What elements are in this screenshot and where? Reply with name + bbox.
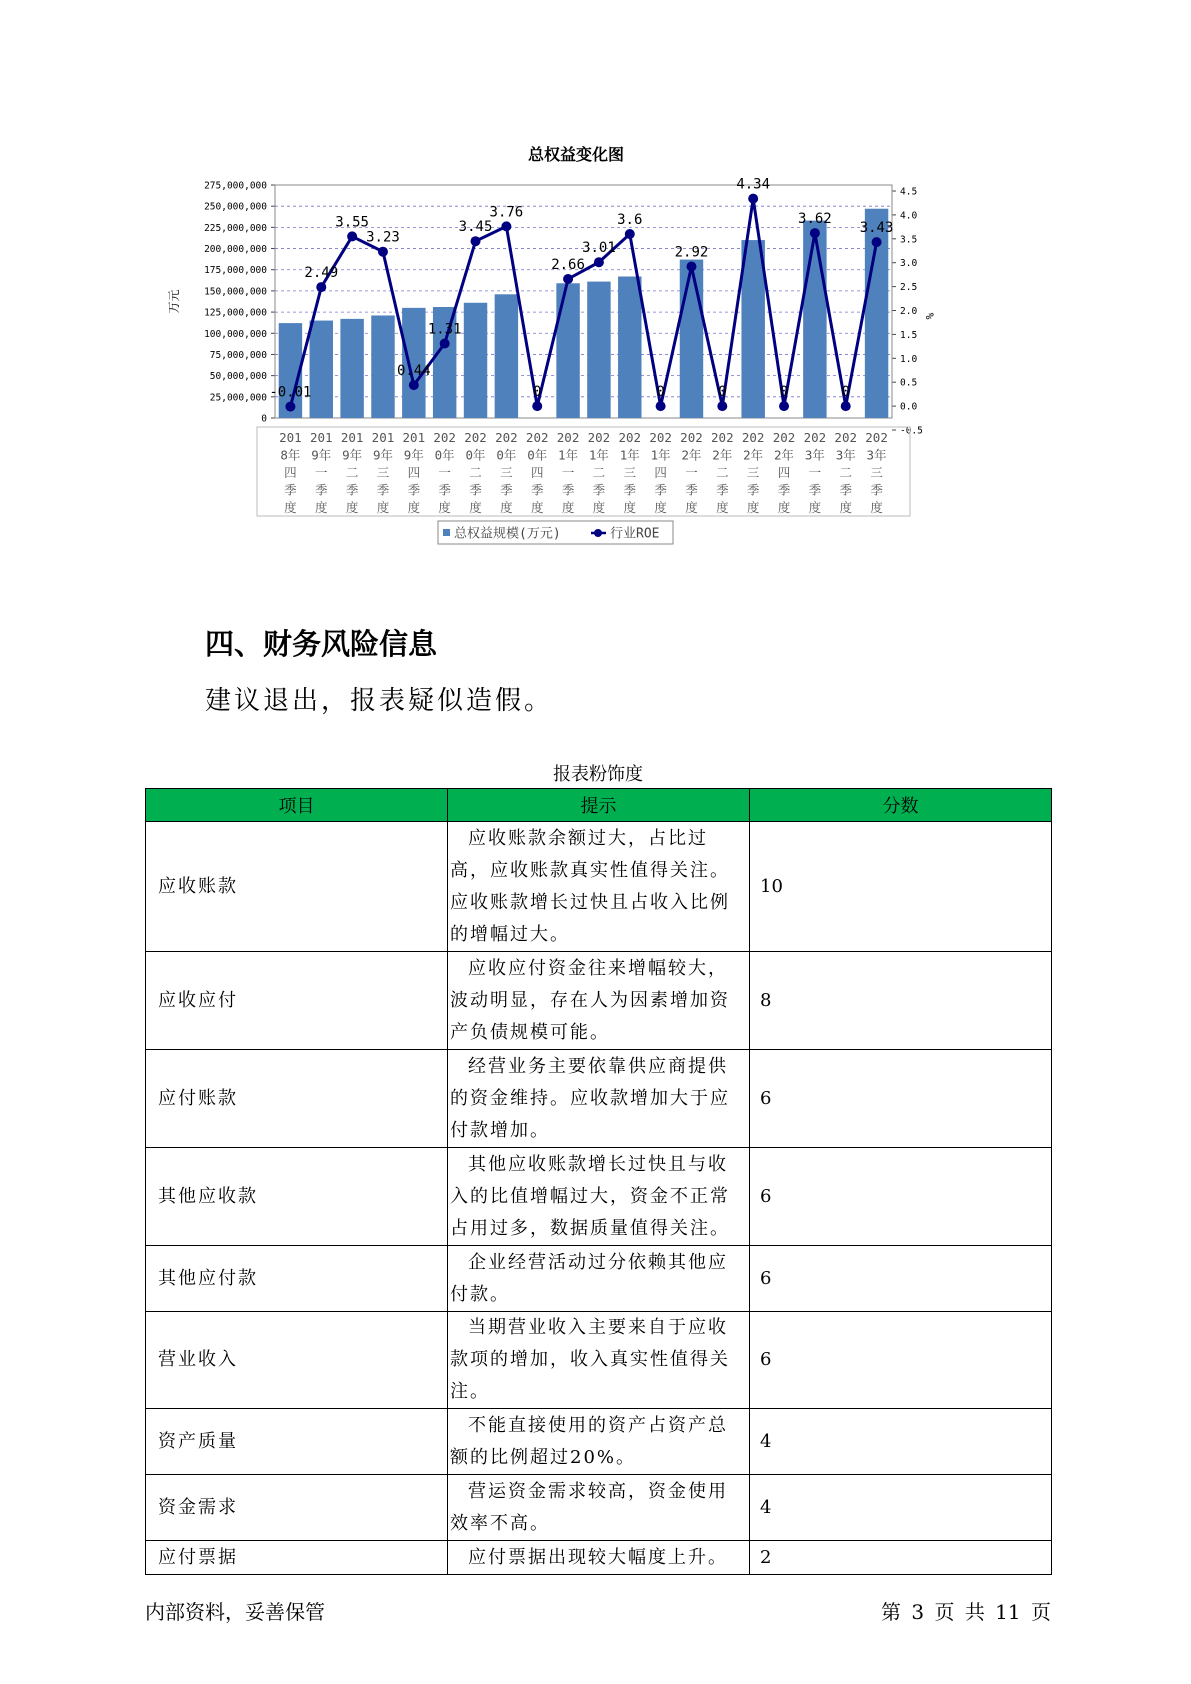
y2-tick-label: 4.0	[900, 210, 918, 222]
x-tick-label: 202	[680, 430, 703, 445]
bar	[741, 240, 764, 418]
x-tick-label: 度	[407, 500, 421, 515]
bar	[310, 321, 333, 418]
x-tick-label: 202	[464, 430, 487, 445]
roe-point	[285, 402, 295, 412]
x-tick-label: 四	[407, 465, 421, 480]
table-row	[146, 822, 1052, 952]
table-row	[146, 1409, 1052, 1475]
y2-tick-label: 3.0	[900, 258, 918, 270]
row-hint: 企业经营活动过分依赖其他应付款。	[448, 1246, 750, 1312]
roe-point	[841, 401, 851, 411]
y-tick-label: 250,000,000	[204, 201, 267, 213]
roe-point	[501, 221, 511, 231]
x-tick-label: 0年	[527, 447, 548, 463]
bar	[556, 283, 579, 418]
x-tick-label: 度	[777, 500, 791, 515]
x-tick-label: 季	[284, 482, 297, 498]
x-tick-label: 度	[623, 500, 637, 515]
x-tick-label: 度	[284, 500, 297, 515]
roe-point	[409, 380, 419, 390]
x-tick-label: 四	[530, 465, 544, 480]
y2-tick-label: 1.0	[900, 353, 918, 365]
x-tick-label: 201	[340, 430, 364, 445]
roe-point	[748, 194, 758, 204]
y-tick-label: 275,000,000	[204, 180, 267, 192]
row-score: 10	[750, 822, 1052, 952]
roe-point	[625, 229, 635, 239]
y2-tick-label: 1.5	[900, 329, 918, 341]
x-tick-label: 一	[808, 465, 822, 480]
bar	[371, 315, 394, 418]
row-item: 其他应收款	[146, 1148, 448, 1246]
x-tick-label: 度	[685, 500, 698, 515]
roe-data-label: 0	[718, 384, 727, 401]
row-hint: 营运资金需求较高，资金使用效率不高。	[448, 1475, 750, 1541]
x-tick-label: 9年	[403, 447, 424, 463]
x-tick-label: 202	[587, 430, 611, 445]
roe-data-label: 4.34	[736, 176, 771, 193]
x-tick-label: 季	[592, 482, 606, 498]
y-tick-label: 75,000,000	[209, 349, 267, 361]
roe-data-label: 2.92	[674, 244, 709, 261]
table-caption: 报表粉饰度	[553, 764, 643, 785]
x-tick-label: 0年	[465, 447, 486, 463]
x-tick-label: 2年	[712, 447, 733, 463]
row-item: 应收账款	[146, 822, 448, 952]
roe-data-label: 0.44	[396, 363, 431, 380]
table-row	[146, 1246, 1052, 1312]
roe-data-label: 3.45	[458, 219, 493, 236]
y-tick-label: 25,000,000	[209, 392, 267, 404]
roe-point	[471, 236, 481, 246]
x-tick-label: 季	[438, 482, 451, 498]
row-hint: 应收应付资金往来增幅较大，波动明显，存在人为因素增加资产负债规模可能。	[448, 952, 750, 1050]
x-tick-label: 9年	[342, 447, 363, 463]
x-tick-label: 季	[870, 482, 883, 498]
x-tick-label: 季	[500, 482, 513, 498]
x-tick-label: 202	[803, 430, 827, 445]
y-tick-label: 200,000,000	[204, 244, 267, 256]
x-tick-label: 度	[654, 500, 667, 515]
x-tick-label: 季	[777, 482, 791, 498]
bar	[680, 260, 703, 418]
row-hint: 应收账款余额过大，占比过高，应收账款真实性值得关注。应收账款增长过快且占收入比例的增幅过大。	[448, 822, 750, 952]
roe-data-label: 3.6	[617, 212, 643, 229]
row-item: 营业收入	[146, 1312, 448, 1409]
roe-data-label: 0	[533, 384, 542, 401]
x-tick-label: 202	[772, 430, 796, 445]
y2-tick-label: 0.5	[900, 377, 918, 389]
x-tick-label: 二	[592, 465, 606, 480]
x-tick-label: 度	[530, 500, 544, 515]
legend-bar-swatch	[443, 529, 450, 536]
x-tick-label: 三	[623, 465, 637, 480]
roe-data-label: -0.01	[269, 384, 312, 401]
section-heading: 四、财务风险信息	[205, 627, 438, 661]
x-tick-label: 季	[345, 482, 359, 498]
x-tick-label: 度	[376, 500, 390, 515]
row-item: 资产质量	[146, 1409, 448, 1475]
x-tick-label: 度	[839, 500, 852, 515]
table-row	[146, 1148, 1052, 1246]
x-tick-label: 三	[746, 465, 760, 480]
bar	[464, 303, 487, 418]
footer-confidential: 内部资料，妥善保管	[145, 1600, 325, 1624]
x-tick-label: 202	[618, 430, 642, 445]
row-score: 6	[750, 1050, 1052, 1148]
x-tick-label: 季	[315, 482, 328, 498]
y-tick-label: 175,000,000	[204, 265, 267, 277]
y-tick-label: 0	[261, 413, 267, 425]
row-score: 4	[750, 1409, 1052, 1475]
x-tick-label: 度	[438, 500, 451, 515]
y2-axis-label: %	[923, 312, 936, 320]
x-tick-label: 3年	[804, 447, 825, 463]
row-score: 4	[750, 1475, 1052, 1541]
x-tick-label: 季	[839, 482, 852, 498]
header-score: 分数	[750, 789, 1052, 822]
roe-point	[347, 231, 357, 241]
roe-point	[656, 401, 666, 411]
table-row	[146, 1312, 1052, 1409]
x-tick-label: 季	[561, 482, 575, 498]
x-tick-label: 201	[371, 430, 395, 445]
row-score: 8	[750, 952, 1052, 1050]
x-tick-label: 三	[500, 465, 513, 480]
y2-tick-label: 2.0	[900, 306, 918, 317]
x-tick-label: 202	[649, 430, 672, 445]
row-score: 6	[750, 1246, 1052, 1312]
x-tick-label: 202	[834, 430, 858, 445]
y-tick-label: 125,000,000	[204, 307, 267, 319]
bar	[803, 221, 826, 418]
y2-tick-label: 3.5	[900, 234, 918, 246]
row-item: 应收应付	[146, 952, 448, 1050]
legend-line-label: 行业ROE	[610, 526, 660, 542]
row-item: 资金需求	[146, 1475, 448, 1541]
roe-point	[717, 401, 727, 411]
table-row	[146, 1475, 1052, 1541]
x-tick-label: 度	[746, 500, 760, 515]
x-tick-label: 201	[279, 430, 302, 445]
x-tick-label: 2年	[681, 447, 702, 463]
x-tick-label: 季	[685, 482, 698, 498]
table-row	[146, 952, 1052, 1050]
x-tick-label: 9年	[372, 447, 393, 463]
legend-line-marker	[594, 529, 602, 537]
x-tick-label: 202	[433, 430, 456, 445]
x-tick-label: 季	[808, 482, 822, 498]
x-tick-label: 一	[315, 465, 328, 480]
x-tick-label: 四	[284, 465, 297, 480]
x-tick-label: 3年	[866, 447, 887, 463]
x-tick-label: 度	[592, 500, 606, 515]
y-tick-label: 50,000,000	[209, 371, 267, 383]
x-tick-label: 季	[530, 482, 544, 498]
y-tick-label: 100,000,000	[204, 328, 267, 340]
x-tick-label: 202	[711, 430, 734, 445]
roe-data-label: 1.31	[427, 321, 462, 338]
x-tick-label: 1年	[588, 447, 609, 463]
table-row	[146, 1050, 1052, 1148]
roe-point	[316, 282, 326, 292]
roe-data-label: 2.66	[551, 256, 585, 273]
x-tick-label: 季	[654, 482, 667, 498]
row-hint: 经营业务主要依靠供应商提供的资金维持。应收款增加大于应付款增加。	[448, 1050, 750, 1148]
x-tick-label: 一	[685, 465, 698, 480]
row-item: 其他应付款	[146, 1246, 448, 1312]
x-tick-label: 二	[469, 465, 482, 480]
row-item: 应付票据	[146, 1541, 448, 1575]
x-tick-label: 度	[315, 500, 328, 515]
x-tick-label: 8年	[280, 447, 301, 463]
x-tick-label: 三	[870, 465, 883, 480]
x-tick-label: 度	[345, 500, 359, 515]
legend-bar-label: 总权益规模(万元)	[454, 526, 561, 542]
x-tick-label: 202	[865, 430, 888, 445]
row-hint: 当期营业收入主要来自于应收款项的增加，收入真实性值得关注。	[448, 1312, 750, 1409]
y-tick-label: 225,000,000	[204, 222, 267, 234]
row-score: 6	[750, 1312, 1052, 1409]
x-tick-label: 四	[777, 465, 791, 480]
row-hint: 其他应收账款增长过快且与收入的比值增幅过大，资金不正常占用过多，数据质量值得关注。	[448, 1148, 750, 1246]
roe-data-label: 3.01	[582, 240, 616, 257]
table-row	[146, 1541, 1052, 1575]
x-tick-label: 9年	[311, 447, 332, 463]
roe-point	[563, 274, 573, 284]
table-header-row	[146, 789, 1052, 822]
roe-point	[378, 247, 388, 257]
risk-table	[145, 788, 1052, 1575]
x-tick-label: 2年	[774, 447, 795, 463]
row-hint: 应付票据出现较大幅度上升。	[448, 1541, 750, 1575]
footer-page-number: 第 3 页 共 11 页	[881, 1600, 1051, 1624]
roe-point	[779, 401, 789, 411]
y2-tick-label: -0.5	[900, 425, 923, 437]
x-tick-label: 一	[561, 465, 575, 480]
y2-tick-label: 0.0	[900, 401, 918, 413]
roe-point	[810, 228, 820, 238]
roe-point	[872, 237, 882, 247]
row-item: 应付账款	[146, 1050, 448, 1148]
y-axis-label: 万元	[167, 289, 181, 314]
x-tick-label: 202	[525, 430, 549, 445]
total-equity-chart	[167, 140, 1020, 595]
x-tick-label: 202	[741, 430, 765, 445]
row-score: 6	[750, 1148, 1052, 1246]
x-tick-label: 季	[407, 482, 421, 498]
roe-data-label: 3.62	[798, 211, 832, 228]
x-tick-label: 一	[438, 465, 451, 480]
roe-point	[440, 338, 450, 348]
roe-point	[594, 257, 604, 267]
x-tick-label: 0年	[496, 447, 517, 463]
bar	[618, 277, 641, 418]
x-tick-label: 1年	[650, 447, 671, 463]
x-tick-label: 度	[808, 500, 822, 515]
x-tick-label: 1年	[619, 447, 640, 463]
roe-data-label: 3.43	[859, 220, 894, 237]
roe-data-label: 2.49	[304, 265, 339, 282]
roe-data-label: 0	[841, 384, 850, 401]
y2-tick-label: 2.5	[900, 282, 918, 294]
x-tick-label: 度	[500, 500, 513, 515]
x-tick-label: 度	[561, 500, 575, 515]
x-tick-label: 3年	[835, 447, 856, 463]
bar	[495, 294, 518, 418]
x-tick-label: 季	[623, 482, 637, 498]
roe-point	[532, 401, 542, 411]
x-tick-label: 2年	[743, 447, 764, 463]
x-tick-label: 二	[839, 465, 852, 480]
chart-title: 总权益变化图	[527, 145, 625, 164]
roe-data-label: 3.76	[489, 204, 524, 221]
x-tick-label: 度	[716, 500, 729, 515]
section-paragraph: 建议退出，报表疑似造假。	[205, 686, 554, 716]
x-tick-label: 1年	[558, 447, 579, 463]
x-tick-label: 201	[309, 430, 333, 445]
x-tick-label: 季	[746, 482, 760, 498]
roe-point	[686, 262, 696, 272]
roe-data-label: 3.23	[366, 229, 400, 246]
roe-data-label: 3.55	[335, 214, 369, 231]
x-tick-label: 季	[716, 482, 729, 498]
x-tick-label: 季	[376, 482, 390, 498]
y-tick-label: 150,000,000	[204, 286, 267, 298]
x-tick-label: 202	[495, 430, 518, 445]
x-tick-label: 0年	[434, 447, 455, 463]
row-score: 2	[750, 1541, 1052, 1575]
x-tick-label: 二	[345, 465, 359, 480]
x-tick-label: 201	[402, 430, 426, 445]
bar	[340, 319, 363, 418]
x-tick-label: 二	[716, 465, 729, 480]
header-item: 项目	[146, 789, 448, 822]
x-tick-label: 季	[469, 482, 482, 498]
x-tick-label: 度	[469, 500, 482, 515]
header-hint: 提示	[448, 789, 750, 822]
roe-data-label: 0	[656, 384, 665, 401]
y2-tick-label: 4.5	[900, 186, 918, 198]
x-tick-label: 三	[376, 465, 390, 480]
roe-data-label: 0	[779, 384, 789, 401]
x-tick-label: 202	[556, 430, 580, 445]
x-tick-label: 四	[654, 465, 667, 480]
bar	[587, 282, 610, 418]
x-tick-label: 度	[870, 500, 883, 515]
row-hint: 不能直接使用的资产占资产总额的比例超过20%。	[448, 1409, 750, 1475]
